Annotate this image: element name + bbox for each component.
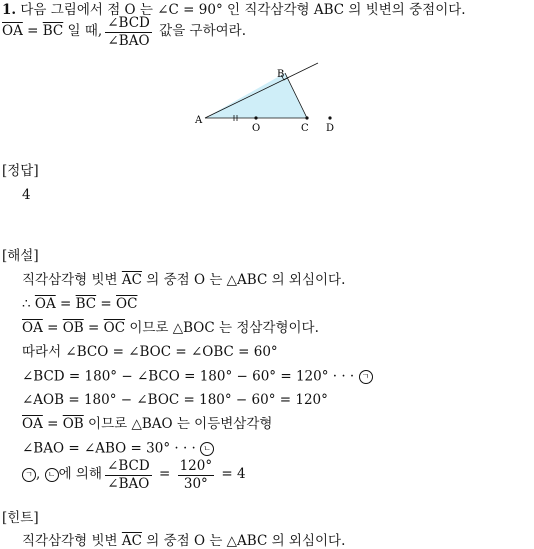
segment-oa: $\overline{OA}$ bbox=[22, 416, 43, 432]
answer-header: [정답] bbox=[2, 163, 39, 179]
segment-bc: $\overline{BC}$ bbox=[42, 23, 64, 40]
label-a: A bbox=[195, 115, 203, 126]
solution-text: ∠BCD = 180° − ∠BCO = 180° − 60° = 120° · · · bbox=[22, 368, 355, 385]
fraction-denominator: 30° bbox=[183, 475, 208, 492]
comma: , bbox=[36, 466, 45, 483]
segment-oa: $\overline{OA}$ bbox=[22, 320, 43, 336]
fraction-denominator: ∠BAO bbox=[107, 32, 150, 49]
solution-text: 이므로 △BAO 는 이등변삼각형 bbox=[83, 416, 273, 432]
hint-text: 의 중점 O 는 △ABC 의 외심이다. bbox=[141, 533, 346, 549]
solution-line-6: ∠AOB = 180° − ∠BOC = 180° − 60° = 120° bbox=[22, 392, 328, 408]
equals-sign: = bbox=[42, 416, 63, 432]
solution-line-8 bbox=[22, 442, 214, 456]
circled-mark-1: ㄱ bbox=[359, 370, 373, 384]
circled-mark-2: ㄴ bbox=[45, 468, 59, 482]
segment-oa: $\overline{OA}$ bbox=[34, 296, 56, 312]
point-c bbox=[305, 116, 308, 119]
solution-line-9 bbox=[22, 457, 246, 493]
fraction-denominator: ∠BAO bbox=[107, 475, 150, 492]
solution-line-5 bbox=[22, 370, 373, 384]
problem-line-2 bbox=[2, 17, 246, 47]
problem-number: 1. bbox=[2, 2, 17, 18]
segment-bc: $\overline{BC}$ bbox=[75, 296, 97, 312]
solution-fraction-2 bbox=[178, 459, 215, 490]
solution-text: 직각삼각형 빗변 bbox=[22, 272, 122, 288]
problem-fraction bbox=[105, 16, 152, 47]
solution-text: 이므로 △BOC 는 정삼각형이다. bbox=[125, 320, 319, 336]
label-o: O bbox=[252, 123, 261, 134]
hint-header: [힌트] bbox=[2, 510, 39, 526]
fraction-numerator: ∠BCD bbox=[107, 458, 150, 475]
solution-line-7 bbox=[22, 418, 272, 432]
label-d: D bbox=[326, 123, 335, 134]
equals-sign: = bbox=[22, 23, 43, 40]
circled-mark-2: ㄴ bbox=[200, 442, 214, 456]
solution-text: ∠BAO = ∠ABO = 30° · · · bbox=[22, 440, 196, 457]
problem-text: 다음 그림에서 점 O 는 ∠C = 90° 인 직각삼각형 ABC 의 빗변의 중점이다. bbox=[20, 2, 466, 18]
solution-fraction-1 bbox=[105, 459, 152, 490]
triangle-fill bbox=[205, 73, 307, 118]
point-d bbox=[328, 116, 331, 119]
segment-ob: $\overline{OB}$ bbox=[62, 320, 84, 336]
solution-line-3 bbox=[22, 322, 319, 336]
point-o bbox=[254, 116, 257, 119]
therefore-sign: ∴ bbox=[22, 296, 35, 312]
segment-ac: $\overline{AC}$ bbox=[121, 272, 142, 288]
problem-when: 일 때, bbox=[63, 23, 103, 40]
equals-sign: = bbox=[42, 320, 63, 336]
equals-sign: = bbox=[154, 466, 175, 483]
solution-text: 의 중점 O 는 △ABC 의 외심이다. bbox=[141, 272, 346, 288]
problem-tail: 값을 구하여라. bbox=[154, 23, 246, 40]
segment-oc: $\overline{OC}$ bbox=[103, 320, 126, 336]
equals-result: = 4 bbox=[217, 466, 246, 483]
circled-mark-1: ㄱ bbox=[22, 468, 36, 482]
segment-oc: $\overline{OC}$ bbox=[116, 296, 138, 312]
label-b: B bbox=[277, 69, 285, 80]
label-c: C bbox=[301, 123, 309, 134]
segment-ob: $\overline{OB}$ bbox=[62, 416, 84, 432]
solution-text: 에 의해 bbox=[58, 466, 103, 483]
answer-value: 4 bbox=[22, 187, 31, 203]
equals-sign: = bbox=[83, 320, 104, 336]
triangle-figure bbox=[190, 55, 350, 135]
hint-text: 직각삼각형 빗변 bbox=[22, 533, 122, 549]
equals-sign: = bbox=[96, 296, 117, 312]
solution-line-1 bbox=[22, 274, 345, 288]
solution-line-2 bbox=[22, 298, 137, 312]
segment-oa: $\overline{OA}$ bbox=[2, 23, 23, 40]
equals-sign: = bbox=[55, 296, 76, 312]
fraction-numerator: 120° bbox=[179, 458, 213, 475]
solution-header: [해설] bbox=[2, 248, 39, 264]
hint-line-1 bbox=[22, 535, 345, 549]
solution-line-4: 따라서 ∠BCO = ∠BOC = ∠OBC = 60° bbox=[22, 344, 278, 360]
fraction-numerator: ∠BCD bbox=[107, 15, 150, 32]
problem-line-1 bbox=[2, 4, 466, 18]
segment-ac: $\overline{AC}$ bbox=[121, 533, 142, 549]
